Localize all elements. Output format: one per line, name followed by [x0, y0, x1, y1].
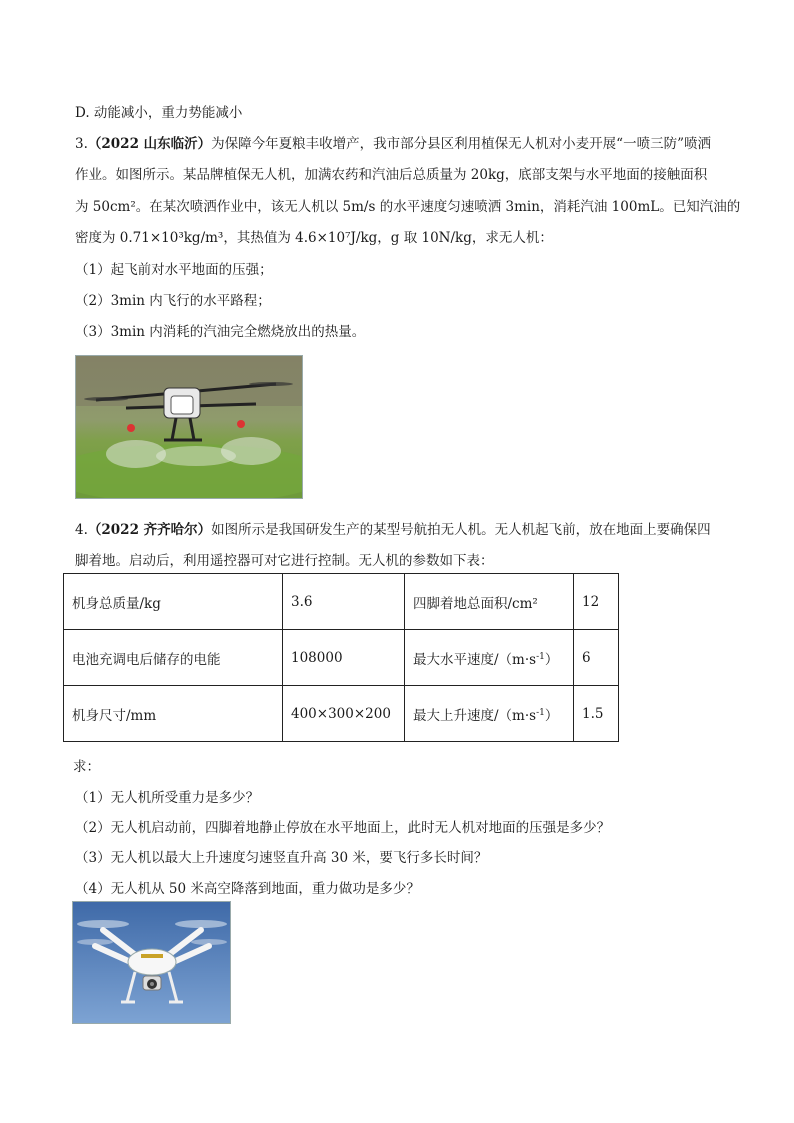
table-cell: 机身总质量/kg	[64, 574, 283, 630]
unit-label: 最大水平速度/（m·s	[413, 651, 537, 668]
q3-sub3: （3）3min 内消耗的汽油完全燃烧放出的热量。	[75, 324, 366, 340]
table-cell: 12	[574, 574, 619, 630]
q3-line4: 密度为 0.71×10³kg/m³，其热值为 4.6×10⁷J/kg，g 取 10N/kg，求无人机：	[75, 230, 553, 246]
table-cell: 电池充调电后储存的电能	[64, 630, 283, 686]
q3-line3: 为 50cm²。在某次喷洒作业中，该无人机以 5m/s 的水平速度匀速喷洒 3min，消耗汽油 100mL。已知汽油的	[75, 199, 741, 215]
q3-line2: 作业。如图所示。某品牌植保无人机，加满农药和汽油后总质量为 20kg，底部支架与水平地面的接触面积	[75, 167, 708, 183]
unit-label: 最大上升速度/（m·s	[413, 707, 537, 724]
unit-close: ）	[544, 707, 559, 724]
table-cell: 108000	[283, 630, 405, 686]
q3-line1	[75, 132, 711, 152]
spray-drone-photo	[75, 355, 303, 499]
table-cell: 机身尺寸/mm	[64, 686, 283, 742]
table-cell: 四脚着地总面积/cm²	[405, 574, 574, 630]
unit-exponent: -1	[536, 651, 545, 662]
option-d: D. 动能减小，重力势能减小	[75, 105, 243, 121]
q4-line1	[75, 518, 711, 538]
q3-sub1: （1）起飞前对水平地面的压强；	[75, 262, 273, 278]
q4-sub2: （2）无人机启动前，四脚着地静止停放在水平地面上，此时无人机对地面的压强是多少？	[75, 820, 611, 836]
q4-line2: 脚着地。启动后，利用遥控器可对它进行控制。无人机的参数如下表：	[75, 553, 494, 569]
aerial-drone-illustration	[73, 902, 230, 1023]
unit-close: ）	[544, 651, 559, 668]
table-cell: 3.6	[283, 574, 405, 630]
table-row	[64, 574, 619, 630]
table-row	[64, 686, 619, 742]
unit-exponent: -1	[536, 707, 545, 718]
q4-sub1: （1）无人机所受重力是多少？	[75, 790, 260, 806]
drone-parameter-table	[63, 573, 619, 742]
aerial-drone-photo	[72, 901, 231, 1024]
table-cell: 6	[574, 630, 619, 686]
q4-sub4: （4）无人机从 50 米高空降落到地面，重力做功是多少？	[75, 881, 420, 897]
q4-sub3: （3）无人机以最大上升速度匀速竖直升高 30 米，要飞行多长时间？	[75, 850, 488, 866]
q4-ask: 求：	[73, 759, 100, 775]
table-cell: 400×300×200	[283, 686, 405, 742]
q3-source: （2022 山东临沂）	[87, 136, 212, 152]
q4-number: 4.	[75, 522, 88, 538]
table-cell: 1.5	[574, 686, 619, 742]
q3-text-1: 为保障今年夏粮丰收增产，我市部分县区利用植保无人机对小麦开展“一喷三防”喷洒	[211, 136, 711, 152]
q4-source: （2022 齐齐哈尔）	[87, 522, 212, 538]
q3-number: 3.	[75, 136, 88, 152]
q3-sub2: （2）3min 内飞行的水平路程；	[75, 293, 271, 309]
table-cell	[405, 686, 574, 742]
table-cell	[405, 630, 574, 686]
q4-text-1: 如图所示是我国研发生产的某型号航拍无人机。无人机起飞前，放在地面上要确保四	[211, 522, 711, 538]
table-row	[64, 630, 619, 686]
spray-drone-illustration	[76, 356, 302, 498]
